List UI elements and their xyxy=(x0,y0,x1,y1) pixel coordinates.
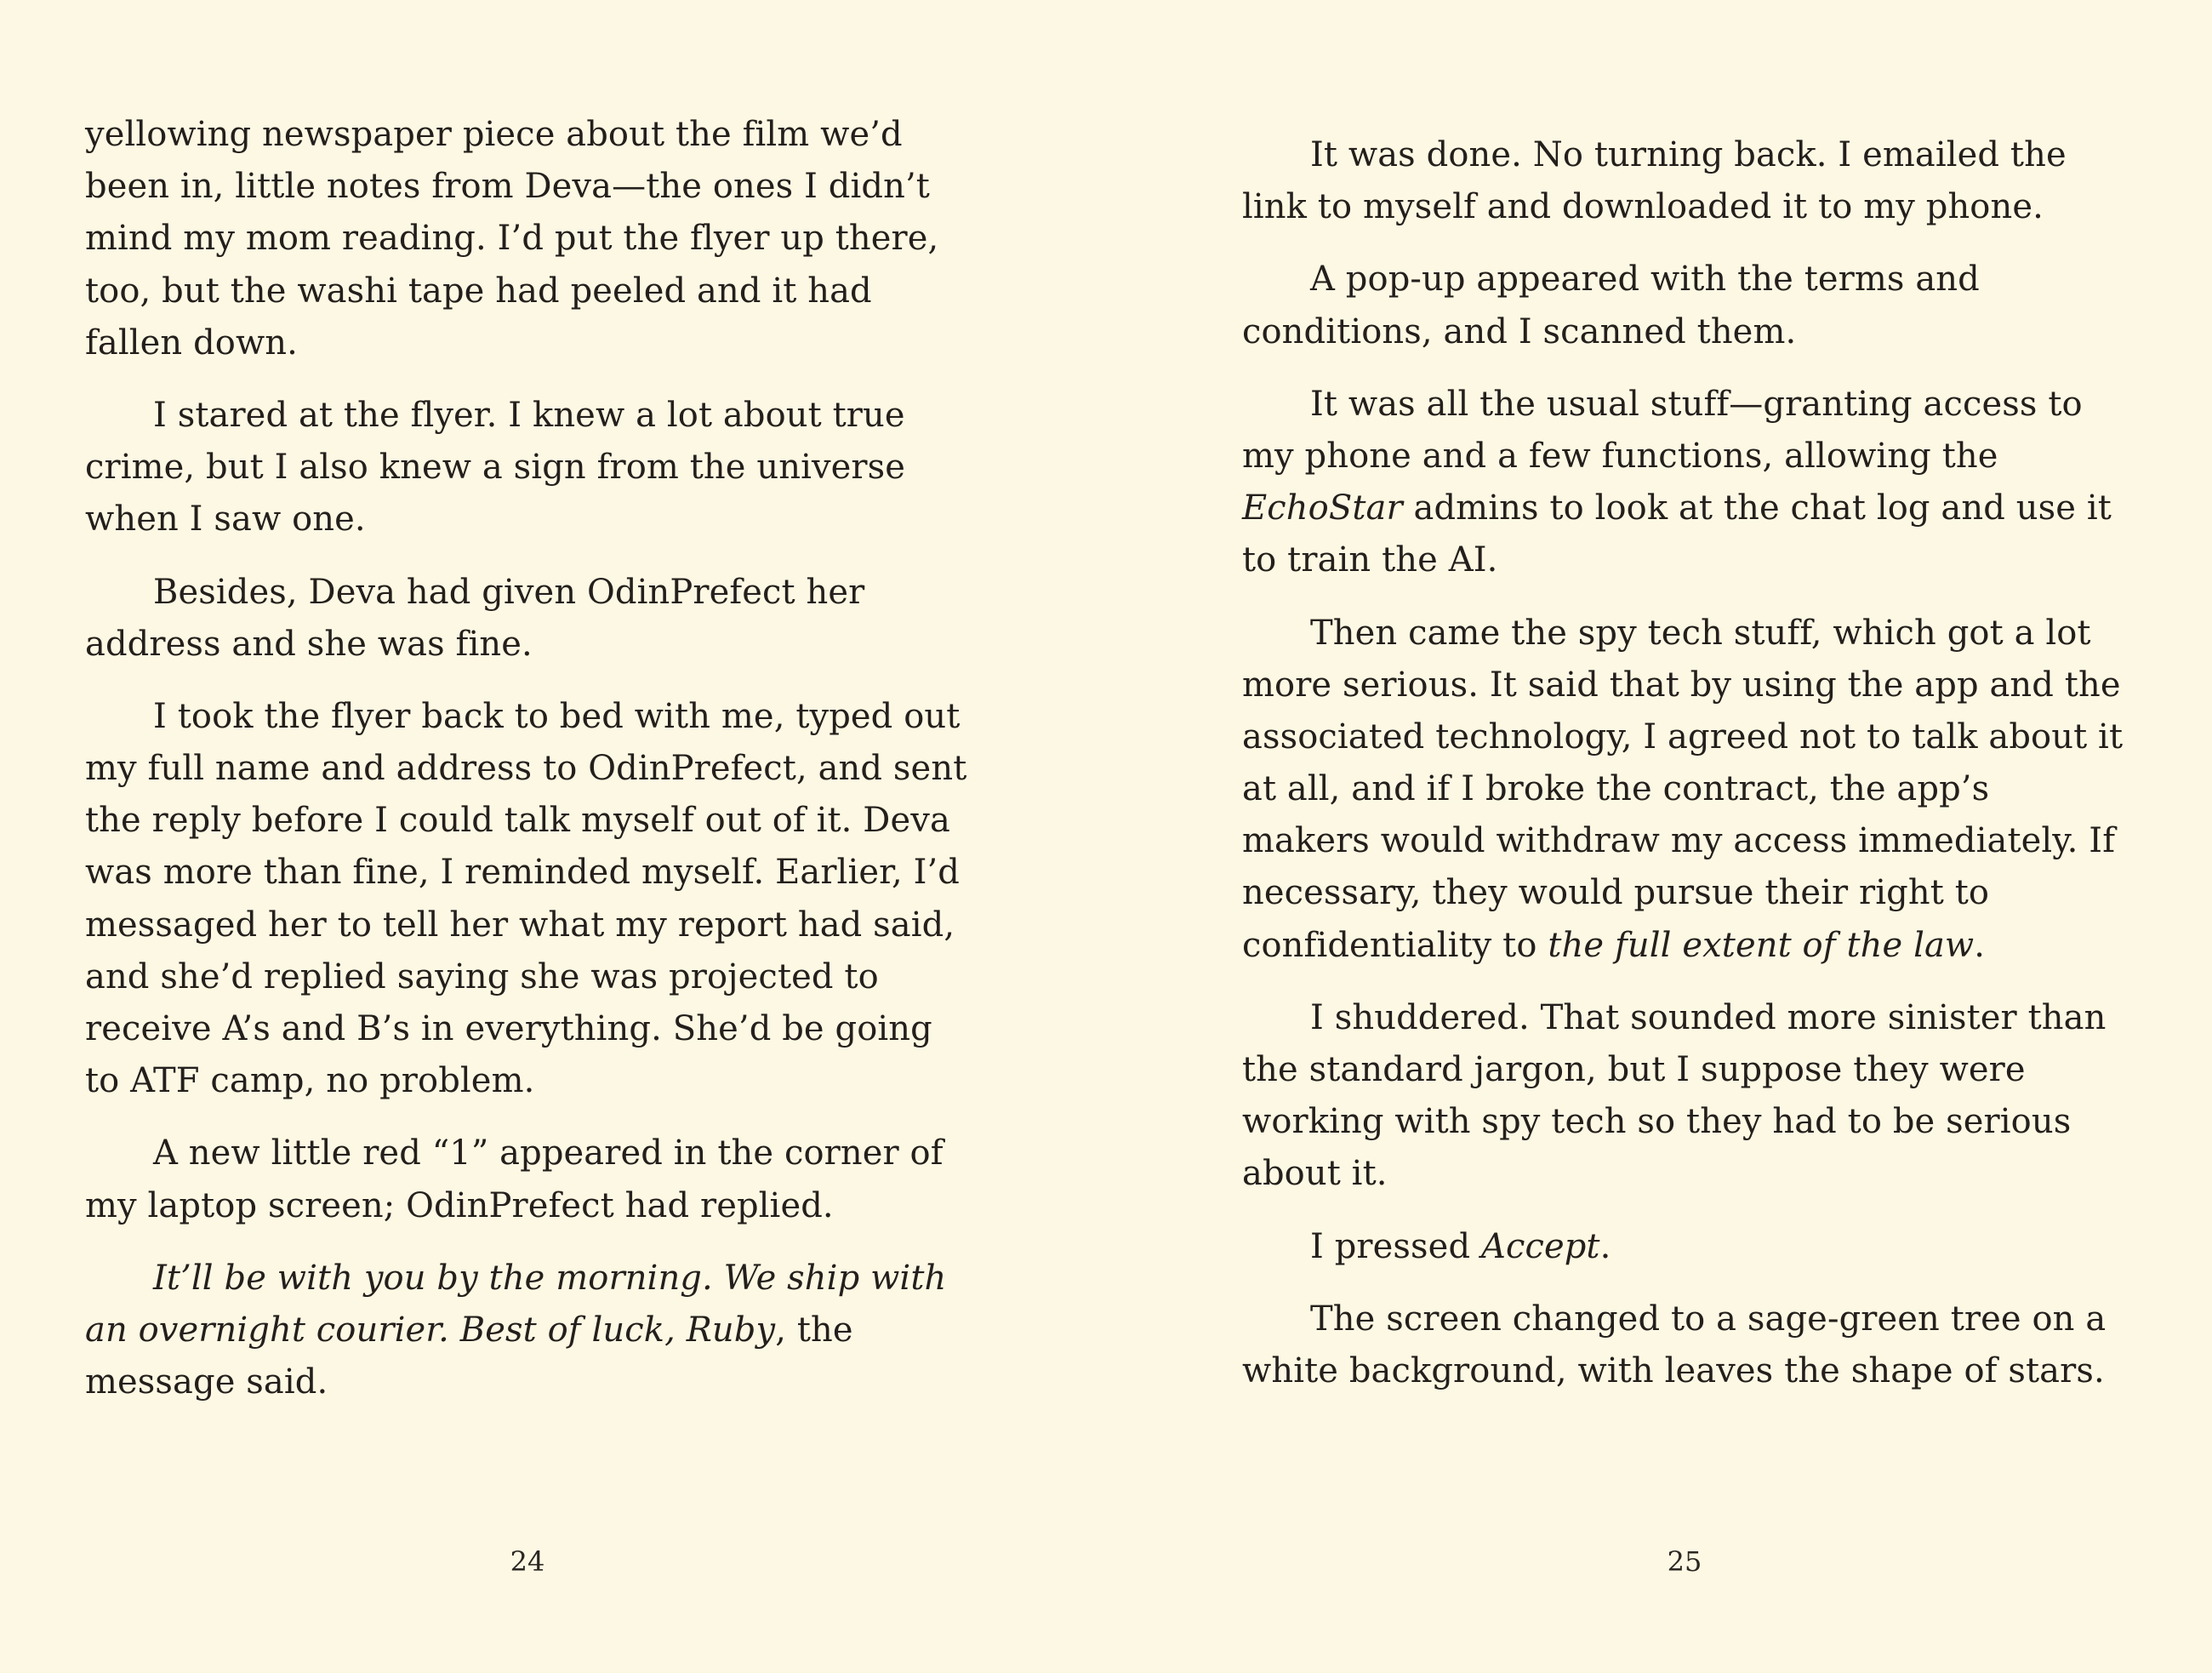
paragraph: A pop-up appeared with the terms and conditions, and I scanned them. xyxy=(1242,260,1980,351)
page-right xyxy=(1106,0,2212,1673)
quoted-message-italic: It’ll be with you by the morning. We ship with an overnight courier. Best of luck, Ruby xyxy=(85,1258,947,1350)
paragraph-echostar xyxy=(1242,379,2127,587)
page-number-left: 24 xyxy=(510,1545,545,1578)
paragraph: Besides, Deva had given OdinPrefect her address and she was fine. xyxy=(85,572,865,664)
paragraph-spytech xyxy=(1242,608,2127,972)
right-page-body xyxy=(1242,129,2127,1397)
page-number-right: 25 xyxy=(1667,1545,1702,1578)
accept-lead: I pressed xyxy=(1310,1226,1481,1266)
spytech-italic: the full extent of the law xyxy=(1548,925,1975,965)
quoted-message-tail: , the message said. xyxy=(85,1310,853,1402)
echostar-tail: admins to look at the chat log and use it to train the AI. xyxy=(1242,488,2112,580)
paragraph: The screen changed to a sage-green tree on a white background, with leaves the shape of stars. xyxy=(1242,1299,2107,1390)
paragraph: I shuddered. That sounded more sinister than the standard jargon, but I suppose they were working with spy tech so they had to be serious about it. xyxy=(1242,997,2107,1194)
paragraph: It was done. No turning back. I emailed the link to myself and downloaded it to my phone. xyxy=(1242,135,2067,227)
echostar-lead: It was all the usual stuff—granting access to my phone and a few functions, allowing the xyxy=(1242,384,2083,476)
accept-tail: . xyxy=(1599,1226,1611,1266)
paragraph-accept xyxy=(1242,1221,2127,1273)
accept-italic: Accept xyxy=(1480,1226,1600,1266)
paragraph: I stared at the flyer. I knew a lot about true crime, but I also knew a sign from the universe when I saw one. xyxy=(85,395,906,540)
echostar-italic: EchoStar xyxy=(1242,488,1403,528)
paragraph: I took the flyer back to bed with me, typed out my full name and address to OdinPrefect, and sent the reply before I could talk myself out of it. Deva was more than fine, I reminded myself. Earlier, I’d messaged her to tell her what my report had said, and she’d replied saying she was projected to receive A’s and B’s in everything. She’d be going to ATF camp, no problem. xyxy=(85,696,967,1101)
spytech-tail: . xyxy=(1974,925,1986,965)
left-page-body xyxy=(85,109,970,1408)
paragraph: yellowing newspaper piece about the film we’d been in, little notes from Deva—the ones I didn’t mind my mom reading. I’d put the flyer up there, too, but the washi tape had peeled and it had fallen down. xyxy=(85,115,939,363)
paragraph-message-quote xyxy=(85,1253,970,1409)
spytech-lead: Then came the spy tech stuff, which got a lot more serious. It said that by using the app and the associated technology, I agreed not to talk about it at all, and if I broke the contract, the app’s makers would withdraw my access immediately. If necessary, they would pursue their right to confidentiality to xyxy=(1242,613,2124,965)
paragraph: A new little red “1” appeared in the corner of my laptop screen; OdinPrefect had replied. xyxy=(85,1133,944,1225)
